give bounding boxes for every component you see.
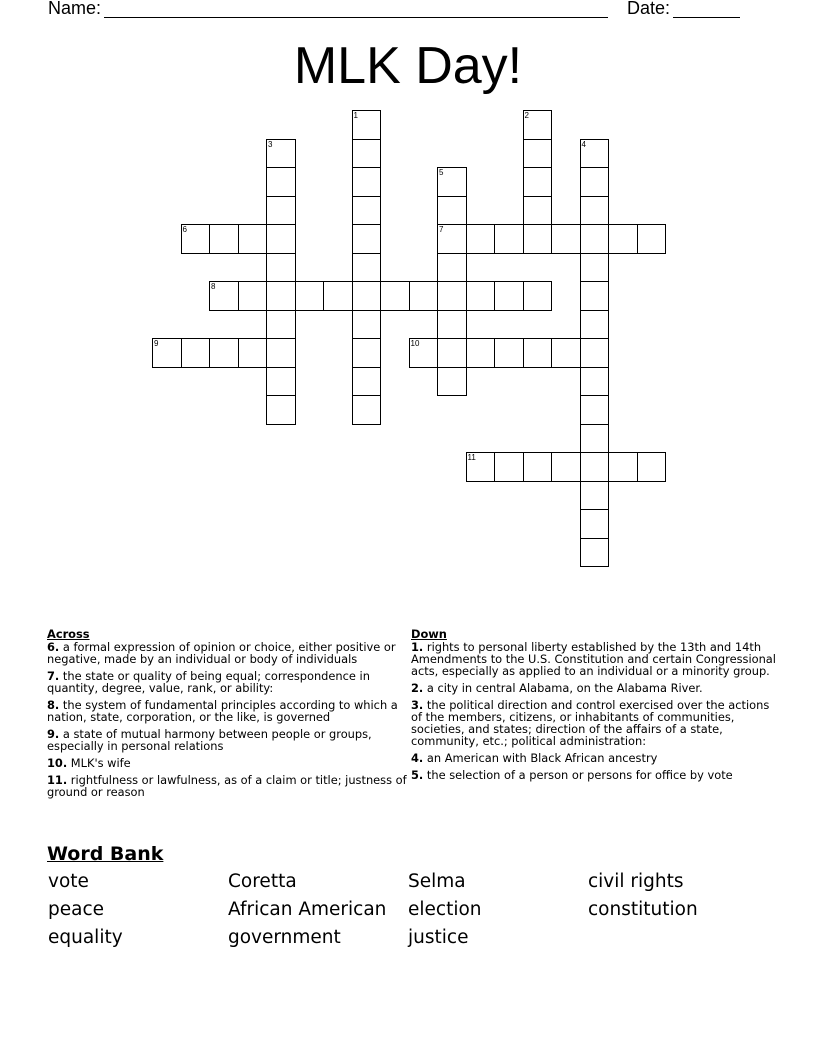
crossword-cell[interactable] [209, 338, 239, 368]
across-heading: Across [47, 627, 90, 641]
across-clue [47, 728, 419, 752]
crossword-cell[interactable] [494, 452, 524, 482]
crossword-cell[interactable] [238, 338, 268, 368]
crossword-cell[interactable] [352, 395, 382, 425]
crossword-cell[interactable] [266, 167, 296, 197]
crossword-cell[interactable] [437, 281, 467, 311]
crossword-cell[interactable] [238, 281, 268, 311]
crossword-cell[interactable] [637, 452, 667, 482]
crossword-cell[interactable] [580, 310, 610, 340]
crossword-cell[interactable] [181, 338, 211, 368]
word-bank-item: Selma [408, 871, 466, 892]
crossword-cell[interactable] [352, 310, 382, 340]
crossword-cell[interactable] [352, 139, 382, 169]
crossword-cell[interactable] [494, 281, 524, 311]
down-clue [411, 682, 783, 694]
crossword-cell[interactable] [523, 196, 553, 226]
crossword-cell[interactable] [437, 253, 467, 283]
word-bank-item: peace [48, 899, 105, 920]
crossword-cell[interactable] [295, 281, 325, 311]
word-bank-item: government [228, 927, 341, 948]
crossword-cell[interactable] [380, 281, 410, 311]
crossword-cell[interactable] [152, 338, 182, 368]
down-clue [411, 641, 783, 677]
crossword-cell[interactable] [266, 196, 296, 226]
crossword-cell[interactable] [494, 224, 524, 254]
down-clue [411, 699, 783, 747]
crossword-cell[interactable] [266, 367, 296, 397]
crossword-cell[interactable] [437, 310, 467, 340]
cell-number: 4 [581, 139, 586, 149]
cell-number: 9 [154, 339, 159, 348]
across-clue [47, 757, 419, 769]
crossword-cell[interactable] [608, 452, 638, 482]
crossword-cell[interactable] [209, 224, 239, 254]
crossword-cell[interactable] [523, 139, 553, 169]
cell-number: 7 [439, 225, 444, 234]
crossword-cell[interactable] [323, 281, 353, 311]
clue-number: 8. [47, 698, 60, 712]
crossword-cell[interactable] [551, 338, 581, 368]
name-line[interactable] [104, 17, 608, 18]
down-clue [411, 752, 783, 764]
crossword-cell[interactable] [494, 338, 524, 368]
crossword-cell[interactable] [523, 167, 553, 197]
crossword-cell[interactable] [580, 481, 610, 511]
crossword-cell[interactable] [580, 509, 610, 539]
clue-text: rightfulness or lawfulness, as of a claim or title; justness of ground or reason [47, 773, 407, 799]
cell-number: 6 [182, 225, 187, 234]
clue-number: 6. [47, 640, 60, 654]
crossword-cell[interactable] [266, 281, 296, 311]
word-bank-title: Word Bank [47, 843, 164, 865]
cell-number: 2 [524, 111, 529, 120]
clue-text: a formal expression of opinion or choice, either positive or negative, made by an individual or body of individuals [47, 640, 396, 666]
crossword-cell[interactable] [580, 538, 610, 568]
crossword-cell[interactable] [266, 253, 296, 283]
clue-number: 3. [411, 698, 424, 712]
clue-text: a state of mutual harmony between people or groups, especially in personal relations [47, 727, 372, 753]
clue-number: 7. [47, 669, 60, 683]
crossword-cell[interactable] [266, 139, 296, 169]
name-label: Name: [48, 0, 102, 18]
crossword-cell[interactable] [409, 338, 439, 368]
clue-number: 9. [47, 727, 60, 741]
word-bank-item: constitution [588, 899, 698, 920]
crossword-cell[interactable] [352, 253, 382, 283]
clue-text: a city in central Alabama, on the Alabama River. [423, 681, 703, 695]
crossword-cell[interactable] [437, 224, 467, 254]
clue-text: the state or quality of being equal; correspondence in quantity, degree, value, rank, or ability: [47, 669, 370, 695]
crossword-cell[interactable] [266, 310, 296, 340]
crossword-cell[interactable] [551, 224, 581, 254]
date-label: Date: [627, 0, 671, 18]
crossword-cell[interactable] [523, 224, 553, 254]
crossword-cell[interactable] [466, 452, 496, 482]
cell-number: 11 [467, 453, 476, 462]
crossword-cell[interactable] [466, 224, 496, 254]
clue-text: an American with Black African ancestry [423, 751, 658, 765]
crossword-cell[interactable] [608, 224, 638, 254]
crossword-cell[interactable] [266, 395, 296, 425]
crossword-cell[interactable] [466, 338, 496, 368]
crossword-cell[interactable] [637, 224, 667, 254]
word-bank-item: vote [48, 871, 89, 892]
crossword-cell[interactable] [580, 338, 610, 368]
date-line[interactable] [673, 17, 740, 18]
across-clues [47, 628, 419, 803]
crossword-cell[interactable] [352, 110, 382, 140]
across-clue [47, 641, 419, 665]
crossword-cell[interactable] [437, 367, 467, 397]
clue-number: 10. [47, 756, 68, 770]
clue-text: MLK's wife [67, 756, 131, 770]
cell-number: 3 [268, 139, 273, 149]
down-heading: Down [411, 627, 447, 641]
crossword-cell[interactable] [266, 338, 296, 368]
clue-number: 2. [411, 681, 424, 695]
cell-number: 10 [410, 339, 420, 348]
word-bank-item: equality [48, 927, 123, 948]
crossword-cell[interactable] [352, 196, 382, 226]
crossword-cell[interactable] [523, 338, 553, 368]
word-bank-item: African American [228, 899, 387, 920]
crossword-cell[interactable] [352, 367, 382, 397]
crossword-cell[interactable] [580, 224, 610, 254]
crossword-cell[interactable] [523, 110, 553, 140]
crossword-cell[interactable] [551, 452, 581, 482]
clue-number: 11. [47, 773, 68, 787]
crossword-cell[interactable] [580, 367, 610, 397]
cell-number: 5 [439, 168, 444, 177]
crossword-cell[interactable] [580, 395, 610, 425]
crossword-cell[interactable] [437, 196, 467, 226]
crossword-cell[interactable] [580, 139, 610, 169]
crossword-cell[interactable] [580, 424, 610, 454]
word-bank-item: justice [408, 927, 469, 948]
crossword-cell[interactable] [580, 196, 610, 226]
crossword-cell[interactable] [209, 281, 239, 311]
clue-text: rights to personal liberty established by the 13th and 14th Amendments to the U.S. Constitution and certain Congressional acts, especially as applied to an individual or a minority group. [411, 640, 776, 678]
across-clue [47, 699, 419, 723]
cell-number: 1 [353, 111, 358, 120]
word-bank-item: Coretta [228, 871, 297, 892]
crossword-cell[interactable] [352, 224, 382, 254]
clue-text: the political direction and control exercised over the actions of the members, citizens, or inhabitants of communities, societies, and states; direction of the affairs of a state, community, etc.; political administration: [411, 698, 770, 748]
crossword-cell[interactable] [580, 167, 610, 197]
clue-text: the system of fundamental principles according to which a nation, state, corporation, or the like, is governed [47, 698, 398, 724]
crossword-cell[interactable] [580, 253, 610, 283]
clue-text: the selection of a person or persons for office by vote [423, 768, 733, 782]
crossword-cell[interactable] [437, 167, 467, 197]
word-bank-item: civil rights [588, 871, 684, 892]
crossword-cell[interactable] [352, 167, 382, 197]
across-clue [47, 670, 419, 694]
down-clues [411, 628, 783, 786]
crossword-cell[interactable] [523, 452, 553, 482]
down-clue [411, 769, 783, 781]
crossword-cell[interactable] [580, 452, 610, 482]
crossword-cell[interactable] [580, 281, 610, 311]
crossword-cell[interactable] [409, 281, 439, 311]
puzzle-title: MLK Day! [293, 37, 523, 95]
clue-number: 1. [411, 640, 424, 654]
crossword-cell[interactable] [266, 224, 296, 254]
clue-number: 4. [411, 751, 424, 765]
crossword-cell[interactable] [181, 224, 211, 254]
across-clue [47, 774, 419, 798]
crossword-cell[interactable] [466, 281, 496, 311]
cell-number: 8 [211, 282, 216, 291]
crossword-cell[interactable] [238, 224, 268, 254]
crossword-cell[interactable] [437, 338, 467, 368]
crossword-cell[interactable] [352, 281, 382, 311]
clue-number: 5. [411, 768, 424, 782]
word-bank-item: election [408, 899, 482, 920]
crossword-cell[interactable] [523, 281, 553, 311]
crossword-cell[interactable] [352, 338, 382, 368]
